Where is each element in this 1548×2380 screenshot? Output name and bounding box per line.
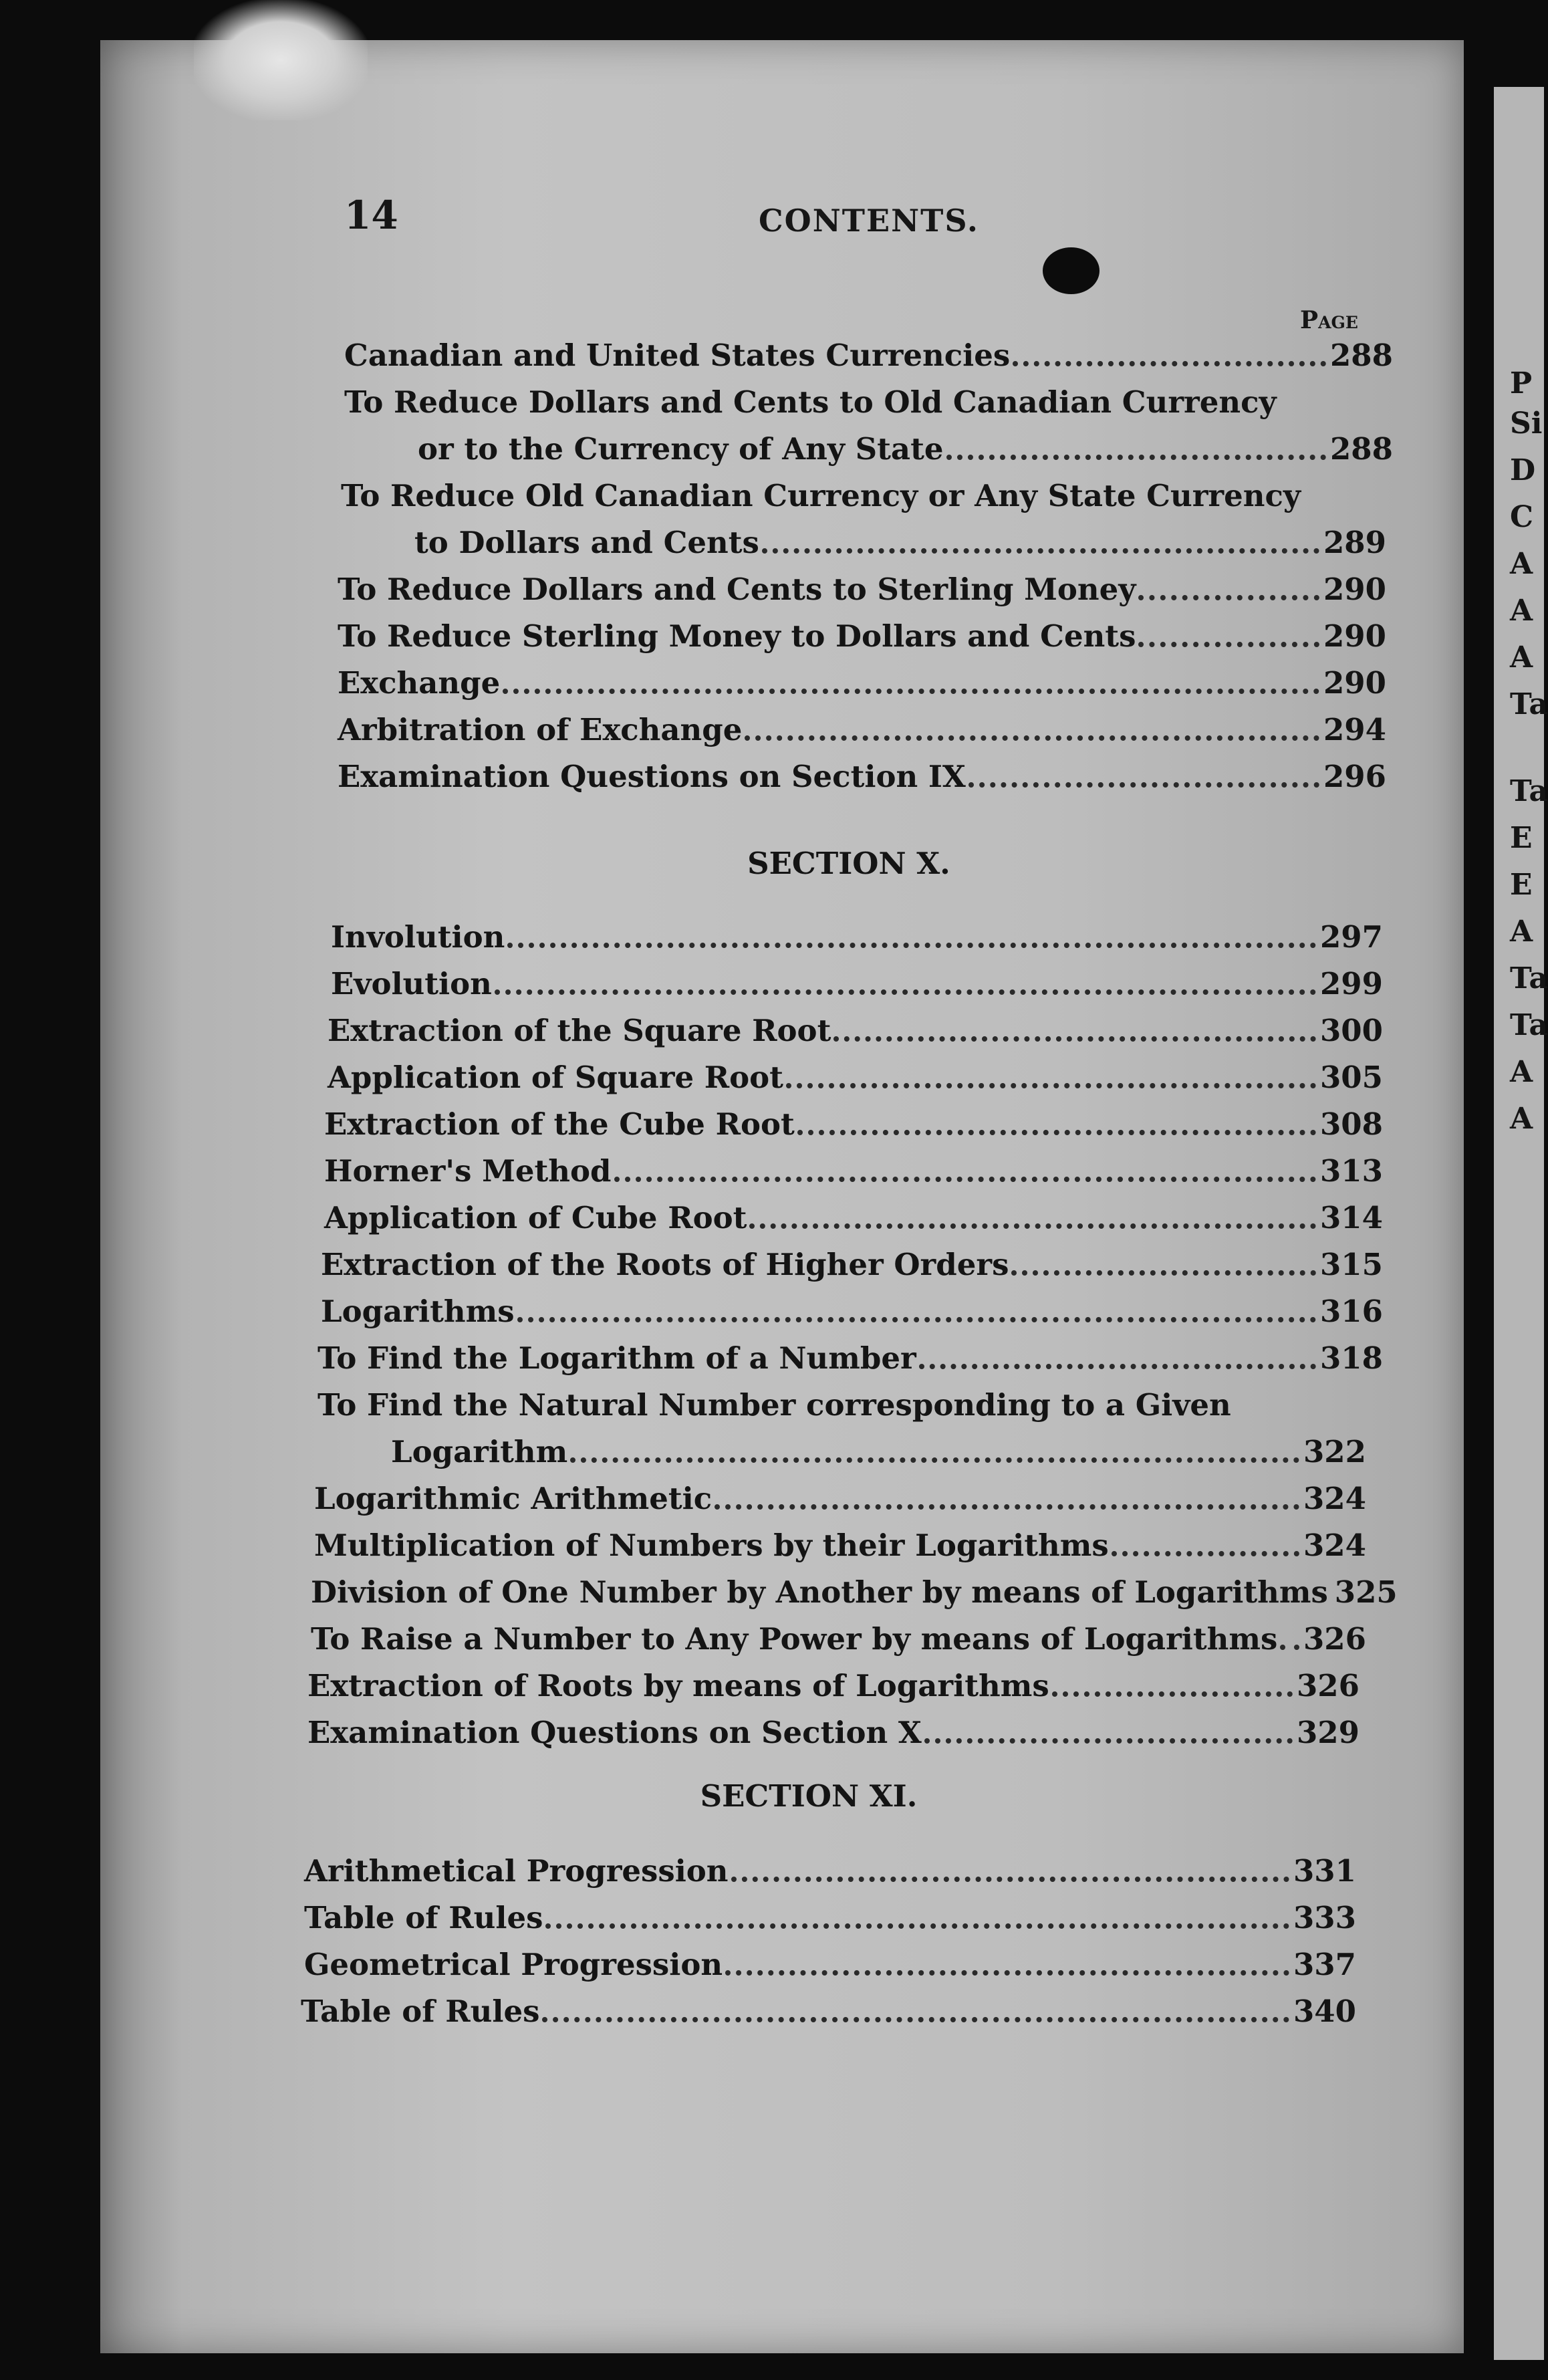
toc-entry-title: Geometrical Progression xyxy=(304,1947,723,1982)
toc-entry xyxy=(301,1989,1356,2029)
toc-entry-page: 308 xyxy=(1320,1106,1383,1142)
toc-entry-title: to Dollars and Cents xyxy=(414,525,759,560)
toc-entry-page: 315 xyxy=(1320,1247,1383,1282)
toc-entry xyxy=(304,1895,1356,1935)
toc-entry-title: Exchange xyxy=(338,665,501,701)
leader-dots xyxy=(1138,595,1319,600)
leader-dots xyxy=(1138,642,1319,647)
toc-entry xyxy=(418,427,1393,467)
facing-letter: E xyxy=(1510,821,1533,855)
toc-entry xyxy=(344,333,1393,373)
toc-entry-title: Extraction of the Square Root xyxy=(328,1013,831,1048)
facing-letter: A xyxy=(1510,594,1533,628)
toc-entry xyxy=(307,1710,1360,1750)
toc-entry-title: Logarithm xyxy=(391,1434,568,1469)
toc-entry-page: 324 xyxy=(1303,1528,1366,1563)
section-heading: SECTION X. xyxy=(747,846,950,881)
toc-entry-page: 294 xyxy=(1323,712,1386,747)
toc-entry-title: Extraction of the Cube Root xyxy=(324,1106,795,1142)
toc-entry xyxy=(304,1849,1356,1889)
toc-entry-page: 290 xyxy=(1323,665,1386,701)
toc-entry-page: 331 xyxy=(1293,1853,1356,1889)
facing-letter: A xyxy=(1510,547,1533,581)
toc-entry-page: 299 xyxy=(1320,966,1383,1001)
leader-dots xyxy=(495,989,1316,995)
toc-entry xyxy=(314,1523,1366,1563)
leader-dots xyxy=(762,548,1319,554)
toc-entry-title: Division of One Number by Another by means of Logarithms xyxy=(311,1574,1328,1610)
facing-letter: A xyxy=(1510,1102,1533,1136)
facing-letter: A xyxy=(1510,1055,1533,1089)
toc-entry xyxy=(324,1195,1383,1235)
leader-dots xyxy=(797,1130,1316,1135)
facing-letter: P xyxy=(1510,366,1533,400)
toc-entry-page: 314 xyxy=(1320,1200,1383,1235)
toc-entry-title: Horner's Method xyxy=(324,1153,612,1189)
toc-entry xyxy=(338,614,1386,654)
toc-entry-title: Examination Questions on Section IX xyxy=(338,759,966,794)
toc-entry-page: 322 xyxy=(1303,1434,1366,1469)
toc-entry xyxy=(331,915,1383,955)
leader-dots xyxy=(969,782,1319,788)
toc-entry xyxy=(338,707,1386,747)
toc-entry-page: 324 xyxy=(1303,1481,1366,1516)
leader-dots xyxy=(542,2017,1289,2022)
leader-dots xyxy=(919,1364,1316,1369)
leader-dots xyxy=(614,1177,1317,1182)
toc-entry xyxy=(338,567,1386,607)
toc-entry-title: Extraction of the Roots of Higher Orders xyxy=(321,1247,1009,1282)
toc-entry-title: Involution xyxy=(331,919,505,955)
toc-entry-first-line: To Find the Natural Number corresponding to a Given xyxy=(317,1387,1231,1423)
toc-entry xyxy=(331,961,1383,1001)
facing-letter: A xyxy=(1510,640,1533,675)
toc-entry xyxy=(328,1008,1383,1048)
leader-dots xyxy=(731,1877,1289,1882)
toc-entry-page: 337 xyxy=(1293,1947,1356,1982)
toc-entry xyxy=(414,520,1386,560)
toc-entry-title: Application of Cube Root xyxy=(324,1200,747,1235)
toc-entry xyxy=(317,1336,1383,1376)
toc-entry-page: 290 xyxy=(1323,572,1386,607)
toc-entry-title: Logarithms xyxy=(321,1294,515,1329)
toc-entry-title: Evolution xyxy=(331,966,492,1001)
toc-entry-page: 340 xyxy=(1293,1994,1356,2029)
toc-entry-title: Canadian and United States Currencies xyxy=(344,338,1011,373)
toc-entry-page: 325 xyxy=(1334,1574,1398,1610)
toc-entry-first-line: To Reduce Dollars and Cents to Old Canadian Currency xyxy=(344,384,1277,420)
leader-dots xyxy=(1052,1691,1293,1697)
toc-entry-title: Logarithmic Arithmetic xyxy=(314,1481,713,1516)
leader-dots xyxy=(1280,1645,1299,1650)
leader-dots xyxy=(507,943,1316,948)
leader-dots xyxy=(833,1036,1316,1042)
toc-entry-page: 313 xyxy=(1320,1153,1383,1189)
leader-dots xyxy=(786,1083,1316,1088)
facing-letter: A xyxy=(1510,915,1533,949)
toc-entry-title: Table of Rules xyxy=(301,1994,540,2029)
toc-entry xyxy=(314,1476,1366,1516)
toc-entry-page: 305 xyxy=(1320,1060,1383,1095)
toc-entry xyxy=(307,1663,1360,1703)
facing-letter: Si xyxy=(1510,406,1543,441)
toc-entry-page: 290 xyxy=(1323,618,1386,654)
page-column-label: Page xyxy=(1300,306,1358,334)
toc-entry-title: Arbitration of Exchange xyxy=(338,712,743,747)
toc-entry-title: To Reduce Sterling Money to Dollars and Cents xyxy=(338,618,1136,654)
leader-dots xyxy=(503,689,1319,694)
toc-entry-page: 296 xyxy=(1323,759,1386,794)
toc-entry xyxy=(328,1055,1383,1095)
toc-entry-title: Multiplication of Numbers by their Logarithms xyxy=(314,1528,1109,1563)
toc-entry-first-line: To Reduce Old Canadian Currency or Any State Currency xyxy=(341,478,1301,513)
toc-entry-page: 326 xyxy=(1303,1621,1366,1657)
leader-dots xyxy=(745,735,1319,741)
leader-dots xyxy=(570,1457,1299,1463)
facing-letter: E xyxy=(1510,868,1533,902)
leader-dots xyxy=(749,1223,1316,1229)
facing-letter: Ta xyxy=(1510,961,1548,995)
toc-entry-title: or to the Currency of Any State xyxy=(418,431,944,467)
toc-entry-title: Application of Square Root xyxy=(328,1060,783,1095)
facing-letter: Ta xyxy=(1510,687,1548,721)
toc-entry-page: 288 xyxy=(1330,338,1393,373)
toc-entry xyxy=(311,1617,1366,1657)
toc-entry-title: Examination Questions on Section X xyxy=(307,1715,922,1750)
toc-entry-page: 297 xyxy=(1320,919,1383,955)
toc-entry xyxy=(321,1289,1383,1329)
facing-page-edge xyxy=(1494,87,1548,2360)
toc-entry-page: 329 xyxy=(1297,1715,1360,1750)
toc-entry xyxy=(338,754,1386,794)
paper-stain xyxy=(194,0,368,120)
toc-entry-title: To Raise a Number to Any Power by means of Logarithms xyxy=(311,1621,1278,1657)
facing-letter: D xyxy=(1510,453,1536,487)
toc-entry xyxy=(324,1102,1383,1142)
leader-dots xyxy=(517,1317,1316,1322)
toc-entry-title: Extraction of Roots by means of Logarithms xyxy=(307,1668,1049,1703)
toc-entry xyxy=(324,1149,1383,1189)
page-number: 14 xyxy=(344,193,398,238)
leader-dots xyxy=(1011,1270,1316,1276)
toc-entry xyxy=(321,1242,1383,1282)
leader-dots xyxy=(946,455,1326,460)
toc-entry xyxy=(304,1942,1356,1982)
toc-entry-title: Table of Rules xyxy=(304,1900,543,1935)
leader-dots xyxy=(715,1504,1299,1510)
leader-dots xyxy=(725,1970,1289,1976)
facing-letter: Ta xyxy=(1510,1008,1548,1042)
section-heading: SECTION XI. xyxy=(700,1778,918,1814)
ink-blot xyxy=(1043,247,1100,294)
toc-entry-page: 316 xyxy=(1320,1294,1383,1329)
leader-dots xyxy=(1013,361,1326,366)
toc-entry-page: 300 xyxy=(1320,1013,1383,1048)
toc-entry xyxy=(338,661,1386,701)
facing-letter: Ta xyxy=(1510,774,1548,808)
leader-dots xyxy=(924,1738,1293,1744)
page-title: CONTENTS. xyxy=(759,203,979,239)
leader-dots xyxy=(1112,1551,1299,1556)
toc-entry xyxy=(391,1429,1366,1469)
leader-dots xyxy=(545,1923,1289,1929)
toc-entry-page: 318 xyxy=(1320,1340,1383,1376)
toc-entry-page: 288 xyxy=(1330,431,1393,467)
toc-entry-page: 333 xyxy=(1293,1900,1356,1935)
toc-entry xyxy=(311,1570,1398,1610)
facing-letter: C xyxy=(1510,500,1534,534)
toc-entry-title: To Reduce Dollars and Cents to Sterling Money xyxy=(338,572,1136,607)
toc-entry-page: 326 xyxy=(1297,1668,1360,1703)
toc-entry-title: Arithmetical Progression xyxy=(304,1853,729,1889)
toc-entry-title: To Find the Logarithm of a Number xyxy=(317,1340,916,1376)
toc-entry-page: 289 xyxy=(1323,525,1386,560)
